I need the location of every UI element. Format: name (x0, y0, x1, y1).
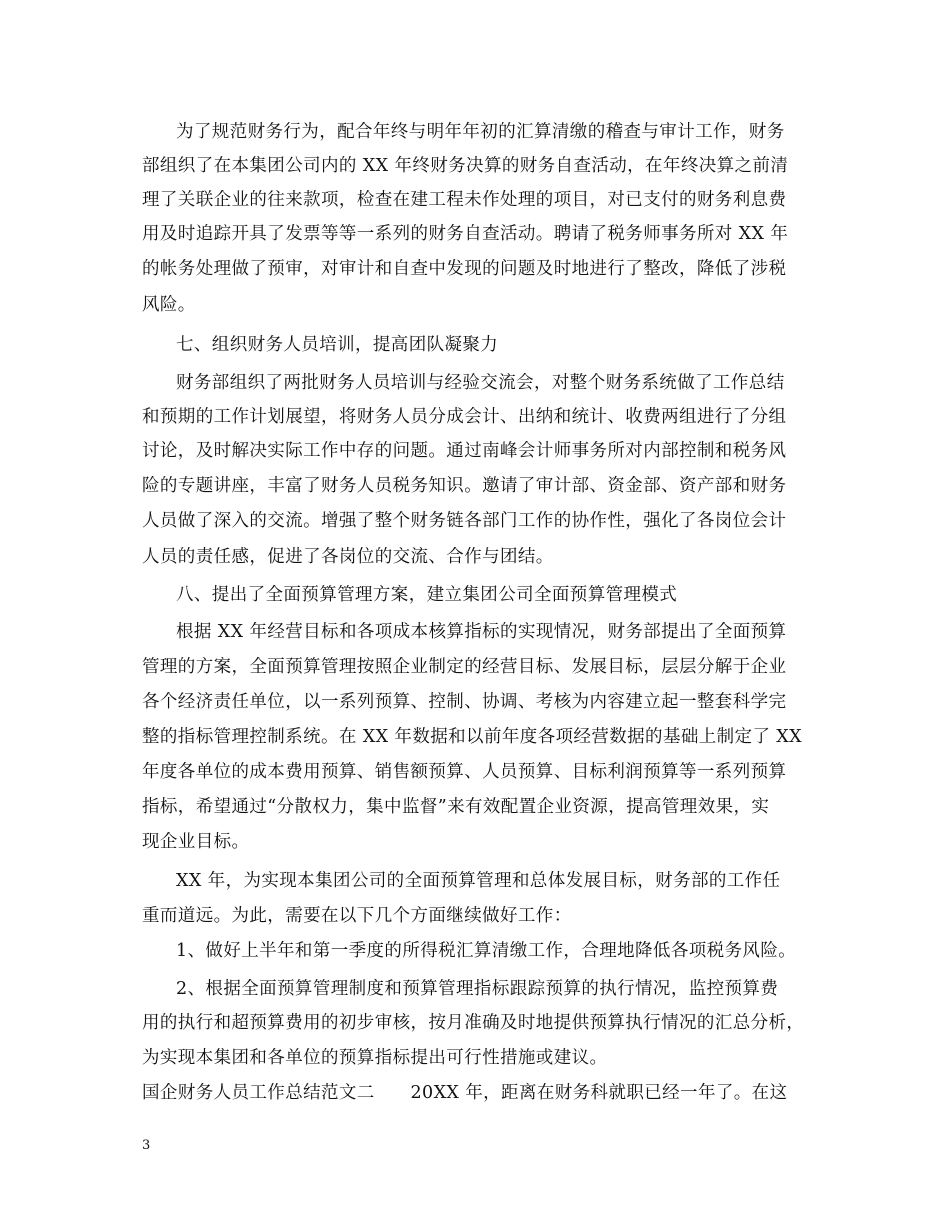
paragraph-line: 现企业目标。 (142, 832, 250, 852)
paragraph-line: 和预期的工作计划展望，将财务人员分成会计、出纳和统计、收费两组进行了分组 (142, 407, 787, 427)
paragraph-line: 理了关联企业的往来款项，检查在建工程未作处理的项目，对已支付的财务利息费 (142, 190, 787, 210)
paragraph-line: 讨论，及时解决实际工作中存的问题。通过南峰会计师事务所对内部控制和税务风 (142, 441, 787, 461)
paragraph-line: 风险。 (142, 295, 196, 315)
paragraph-line: 用的执行和超预算费用的初步审核，按月准确及时地提供预算执行情况的汇总分析， (142, 1013, 805, 1033)
list-item: 2、根据全面预算管理制度和预算管理指标跟踪预算的执行情况，监控预算费 (176, 979, 779, 999)
page-number: 3 (142, 1138, 151, 1153)
paragraph-line: 人员做了深入的交流。增强了整个财务链各部门工作的协作性，强化了各岗位会计 (142, 511, 787, 531)
paragraph-line: 重而道远。为此，需要在以下几个方面继续做好工作： (142, 906, 572, 926)
paragraph-line: 财务部组织了两批财务人员培训与经验交流会，对整个财务系统做了工作总结 (176, 373, 785, 393)
paragraph-line: 险的专题讲座，丰富了财务人员税务知识。邀请了审计部、资金部、资产部和财务 (142, 476, 787, 496)
paragraph-line: 为了规范财务行为，配合年终与明年年初的汇算清缴的稽查与审计工作，财务 (176, 122, 785, 142)
paragraph-line: 国企财务人员工作总结范文二 20XX 年，距离在财务科就职已经一年了。在这 (142, 1083, 788, 1103)
paragraph-line: 指标，希望通过“分散权力，集中监督”来有效配置企业资源，提高管理效果，实 (142, 797, 770, 817)
paragraph-line: 人员的责任感，促进了各岗位的交流、合作与团结。 (142, 547, 554, 567)
section-heading: 八、提出了全面预算管理方案，建立集团公司全面预算管理模式 (176, 585, 678, 605)
paragraph-line: 整的指标管理控制系统。在 XX 年数据和以前年度各项经营数据的基础上制定了 XX (142, 727, 803, 747)
paragraph-line: XX 年，为实现本集团公司的全面预算管理和总体发展目标，财务部的工作任 (176, 871, 781, 891)
list-item: 1、做好上半年和第一季度的所得税汇算清缴工作，合理地降低各项税务风险。 (176, 941, 797, 961)
paragraph-line: 部组织了在本集团公司内的 XX 年终财务决算的财务自查活动，在年终决算之前清 (142, 156, 789, 176)
paragraph-line: 根据 XX 年经营目标和各项成本核算指标的实现情况，财务部提出了全面预算 (176, 622, 787, 642)
paragraph-line: 年度各单位的成本费用预算、销售额预算、人员预算、目标利润预算等一系列预算 (142, 762, 787, 782)
paragraph-line: 的帐务处理做了预审，对审计和自查中发现的问题及时地进行了整改，降低了涉税 (142, 259, 787, 279)
section-heading: 七、组织财务人员培训，提高团队凝聚力 (176, 335, 499, 355)
paragraph-line: 为实现本集团和各单位的预算指标提出可行性措施或建议。 (142, 1048, 608, 1068)
paragraph-line: 用及时追踪开具了发票等等一系列的财务自查活动。聘请了税务师事务所对 XX 年 (142, 224, 789, 244)
paragraph-line: 各个经济责任单位，以一系列预算、控制、协调、考核为内容建立起一整套科学完 (142, 692, 787, 712)
paragraph-line: 管理的方案，全面预算管理按照企业制定的经营目标、发展目标，层层分解于企业 (142, 657, 787, 677)
